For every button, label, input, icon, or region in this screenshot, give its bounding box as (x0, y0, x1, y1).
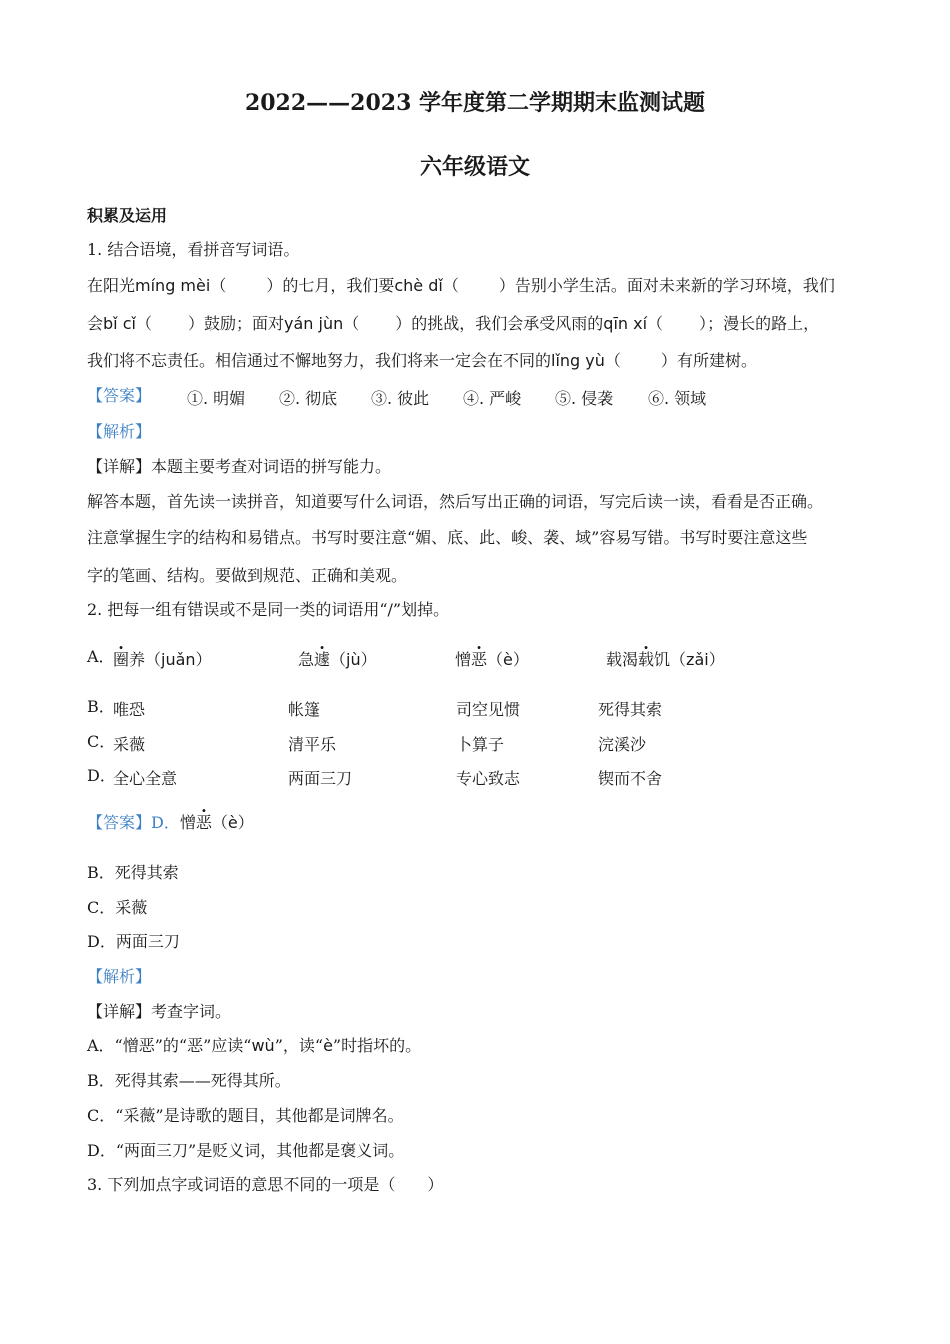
exam-subtitle: 六年级语文 (419, 154, 530, 180)
q2-row-b-item-1: 唯恐 (113, 700, 146, 719)
q2-row-d-item-3: 专心致志 (456, 769, 521, 788)
exam-title: 2022——2023 学年度第二学期期末监测试题 (244, 90, 706, 116)
q2-explanation-d: D．“两面三刀”是贬义词，其他都是褒义词。 (87, 1141, 405, 1160)
section-heading: 积累及运用 (87, 206, 168, 225)
pinyin: jù (346, 650, 361, 669)
q2-row-c-item-3: 卜算子 (456, 735, 505, 754)
q2-row-c-item-4: 浣溪沙 (598, 735, 647, 754)
pinyin: qīn xí (603, 314, 648, 333)
pinyin: lǐng yù (551, 351, 605, 370)
q1-answer-4: ④. 严峻 (463, 389, 522, 408)
q1-answer-3: ③. 彼此 (371, 389, 430, 408)
q2-explanation-b: B．死得其索——死得其所。 (87, 1071, 291, 1090)
q2-row-a-item-3: 憎恶（è） (455, 650, 529, 669)
pinyin: chè dǐ (394, 276, 443, 295)
q2-answer-d: D．两面三刀 (87, 932, 180, 951)
pinyin: yán jùn (284, 314, 344, 333)
q1-explanation-2: 注意掌握生字的结构和易错点。书写时要注意“媚、底、此、峻、袭、域”容易写错。书写时要注意这些 (87, 528, 808, 547)
q2-row-b-item-4: 死得其索 (598, 700, 663, 719)
q2-row-a-item-4: 载渴载饥（zǎi） (606, 650, 725, 669)
q1-line-3: 我们将不忘责任。相信通过不懈地努力，我们将来一定会在不同的lǐng yù（ ）有所建树。 (87, 351, 757, 370)
q1-explanation-1: 解答本题，首先读一读拼音，知道要写什么词语，然后写出正确的词语，写完后读一读，看看是否正确。 (87, 492, 824, 511)
q2-answer-c: C．采薇 (87, 898, 148, 917)
option-label: A． (87, 647, 115, 666)
dotted-char: 载 (638, 650, 655, 669)
q2-explanation-a: A．“憎恶”的“恶”应读“wù”，读“è”时指坏的。 (87, 1036, 422, 1055)
q1-stem: 1. 结合语境，看拼音写词语。 (87, 240, 300, 259)
q2-row-c-item-2: 清平乐 (288, 735, 337, 754)
pinyin: è (323, 1036, 333, 1055)
q2-answer-line: 【答案】D．憎恶（è） (87, 813, 254, 832)
q2-answer-label: 【答案】 (87, 813, 152, 832)
q2-row-a-item-1: 圈养（juǎn） (113, 650, 212, 669)
q1-answer-2: ②. 彻底 (279, 389, 338, 408)
q1-line-1: 在阳光míng mèi（ ）的七月，我们要chè dǐ（ ）告别小学生活。面对未来新的学习环境，我们 (87, 276, 835, 295)
q2-row-c-label: C． (87, 732, 116, 751)
q1-answer-6: ⑥. 领域 (648, 389, 707, 408)
q2-row-d-item-4: 锲而不舍 (598, 769, 663, 788)
q2-stem: 2. 把每一组有错误或不是同一类的词语用“/”划掉。 (87, 600, 450, 619)
q3-stem: 3. 下列加点字或词语的意思不同的一项是（ ） (87, 1175, 444, 1194)
pinyin: è (227, 813, 238, 832)
q1-analysis-label: 【解析】 (87, 422, 152, 441)
pinyin: juǎn (161, 650, 196, 669)
q1-line-2: 会bǐ cǐ（ ）鼓励；面对yán jùn（ ）的挑战，我们会承受风雨的qīn xí（ ）；漫长的路上， (87, 314, 820, 333)
q2-analysis-label: 【解析】 (87, 967, 152, 986)
q2-row-c-item-1: 采薇 (113, 735, 146, 754)
pinyin: è (503, 650, 513, 669)
q1-answer-label: 【答案】 (87, 386, 152, 405)
q2-row-d-label: D． (87, 766, 116, 785)
q2-row-a-item-2: 急遽（jù） (298, 650, 377, 669)
q2-row-b-label: B． (87, 697, 115, 716)
q2-row-b-item-2: 帐篷 (288, 700, 321, 719)
q1-answer-5: ⑤. 侵袭 (555, 389, 614, 408)
q1-detail: 【详解】本题主要考查对词语的拼写能力。 (87, 457, 392, 476)
q2-row-d-item-1: 全心全意 (113, 769, 178, 788)
q1-answer-1: ①. 明媚 (187, 389, 246, 408)
dotted-char: 圈 (113, 650, 130, 669)
pinyin: wù (251, 1036, 275, 1055)
dotted-char: 恶 (471, 650, 488, 669)
q1-explanation-3: 字的笔画、结构。要做到规范、正确和美观。 (87, 566, 408, 585)
pinyin: míng mèi (135, 276, 211, 295)
dotted-char: 遽 (314, 650, 331, 669)
dotted-char: 恶 (195, 813, 212, 832)
pinyin: bǐ cǐ (103, 314, 136, 333)
q2-detail: 【详解】考查字词。 (87, 1002, 232, 1021)
q2-row-a (87, 647, 115, 667)
q2-row-d-item-2: 两面三刀 (288, 769, 353, 788)
pinyin: zǎi (686, 650, 709, 669)
q2-row-b-item-3: 司空见惯 (456, 700, 521, 719)
q2-explanation-c: C．“采薇”是诗歌的题目，其他都是词牌名。 (87, 1106, 404, 1125)
q2-answer-b: B．死得其索 (87, 863, 179, 882)
